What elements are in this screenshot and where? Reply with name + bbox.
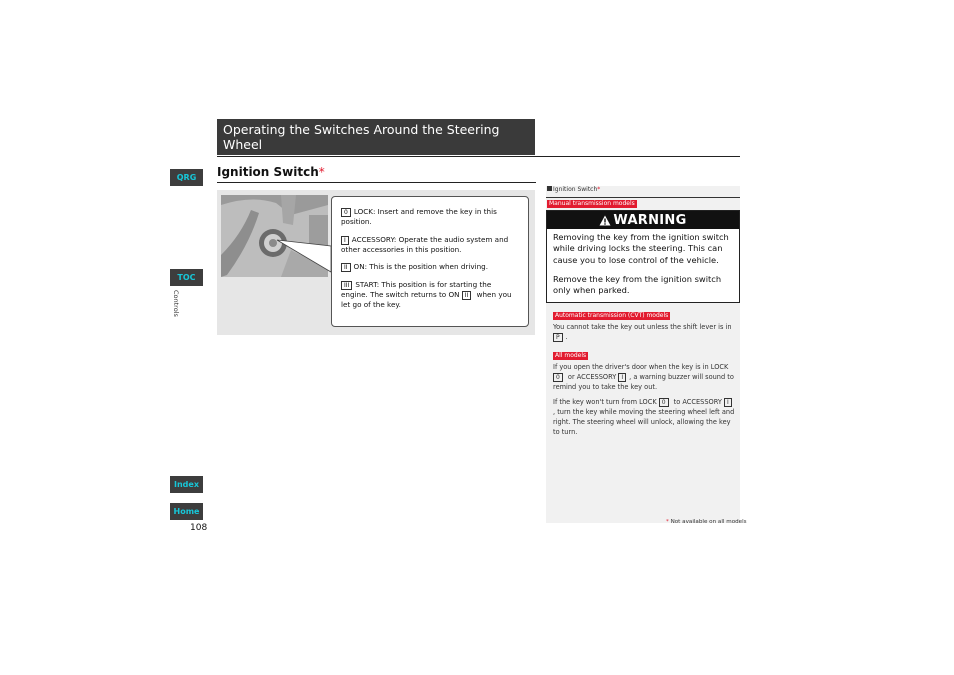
warning-box — [546, 210, 740, 303]
key-positions-callout — [331, 196, 529, 327]
warning-triangle-icon — [599, 215, 611, 226]
cvt-note: You cannot take the key out unless the shift lever is in P . — [553, 323, 732, 341]
sidebar-reference[interactable]: Ignition Switch* — [546, 186, 741, 193]
header-divider — [217, 156, 740, 157]
footnote: * Not available on all models — [666, 519, 747, 525]
sidebar-divider — [546, 197, 740, 198]
index-button[interactable]: Index — [170, 476, 203, 493]
key-position-1: I — [341, 236, 349, 245]
home-button[interactable]: Home — [170, 503, 203, 520]
chapter-label: Controls — [172, 290, 180, 317]
shift-position-p: P — [553, 333, 563, 342]
buzzer-note: If you open the driver's door when the key is in LOCK 0 or ACCESSORY I , a warning buzzer will sound to remind you to take the key out. — [553, 363, 734, 391]
key-position-2: II — [341, 263, 351, 272]
section-divider — [217, 182, 536, 183]
tag-cvt-models: Automatic transmission (CVT) models — [555, 312, 669, 319]
reference-arrow-icon — [547, 186, 552, 191]
tag-all-models: All models — [555, 352, 587, 359]
toc-button[interactable]: TOC — [170, 269, 203, 286]
tag-manual-transmission: Manual transmission models — [549, 200, 635, 207]
position-start: III START: This position is for starting the engine. The switch returns to ON II when you let go of the key. — [341, 280, 512, 309]
key-turn-note: If the key won't turn from LOCK 0 to ACCESSORY I, turn the key while moving the steering wheel left and right. The steering wheel will unlock, allowing the key to turn. — [553, 398, 735, 436]
page-number: 108 — [190, 523, 208, 533]
warning-header: WARNING — [547, 211, 739, 229]
position-lock: 0 LOCK: Insert and remove the key in this position. — [341, 207, 497, 226]
page-title: Operating the Switches Around the Steering Wheel — [217, 119, 535, 155]
position-on: II ON: This is the position when driving. — [341, 262, 520, 272]
position-accessory: I ACCESSORY: Operate the audio system and other accessories in this position. — [341, 234, 509, 254]
key-position-0: 0 — [341, 208, 351, 217]
section-title — [217, 165, 325, 179]
callout-pointer — [275, 232, 335, 292]
key-position-3: III — [341, 281, 352, 290]
section-title-text: Ignition Switch — [217, 165, 319, 179]
footnote-marker[interactable]: * — [318, 165, 325, 179]
qrg-button[interactable]: QRG — [170, 169, 203, 186]
key-position-2-inline: II — [462, 291, 472, 300]
warning-body: Removing the key from the ignition switch while driving locks the steering. This can cause you to lose control of the vehicle. Remove the key from the ignition switch only when parked. — [553, 232, 729, 296]
